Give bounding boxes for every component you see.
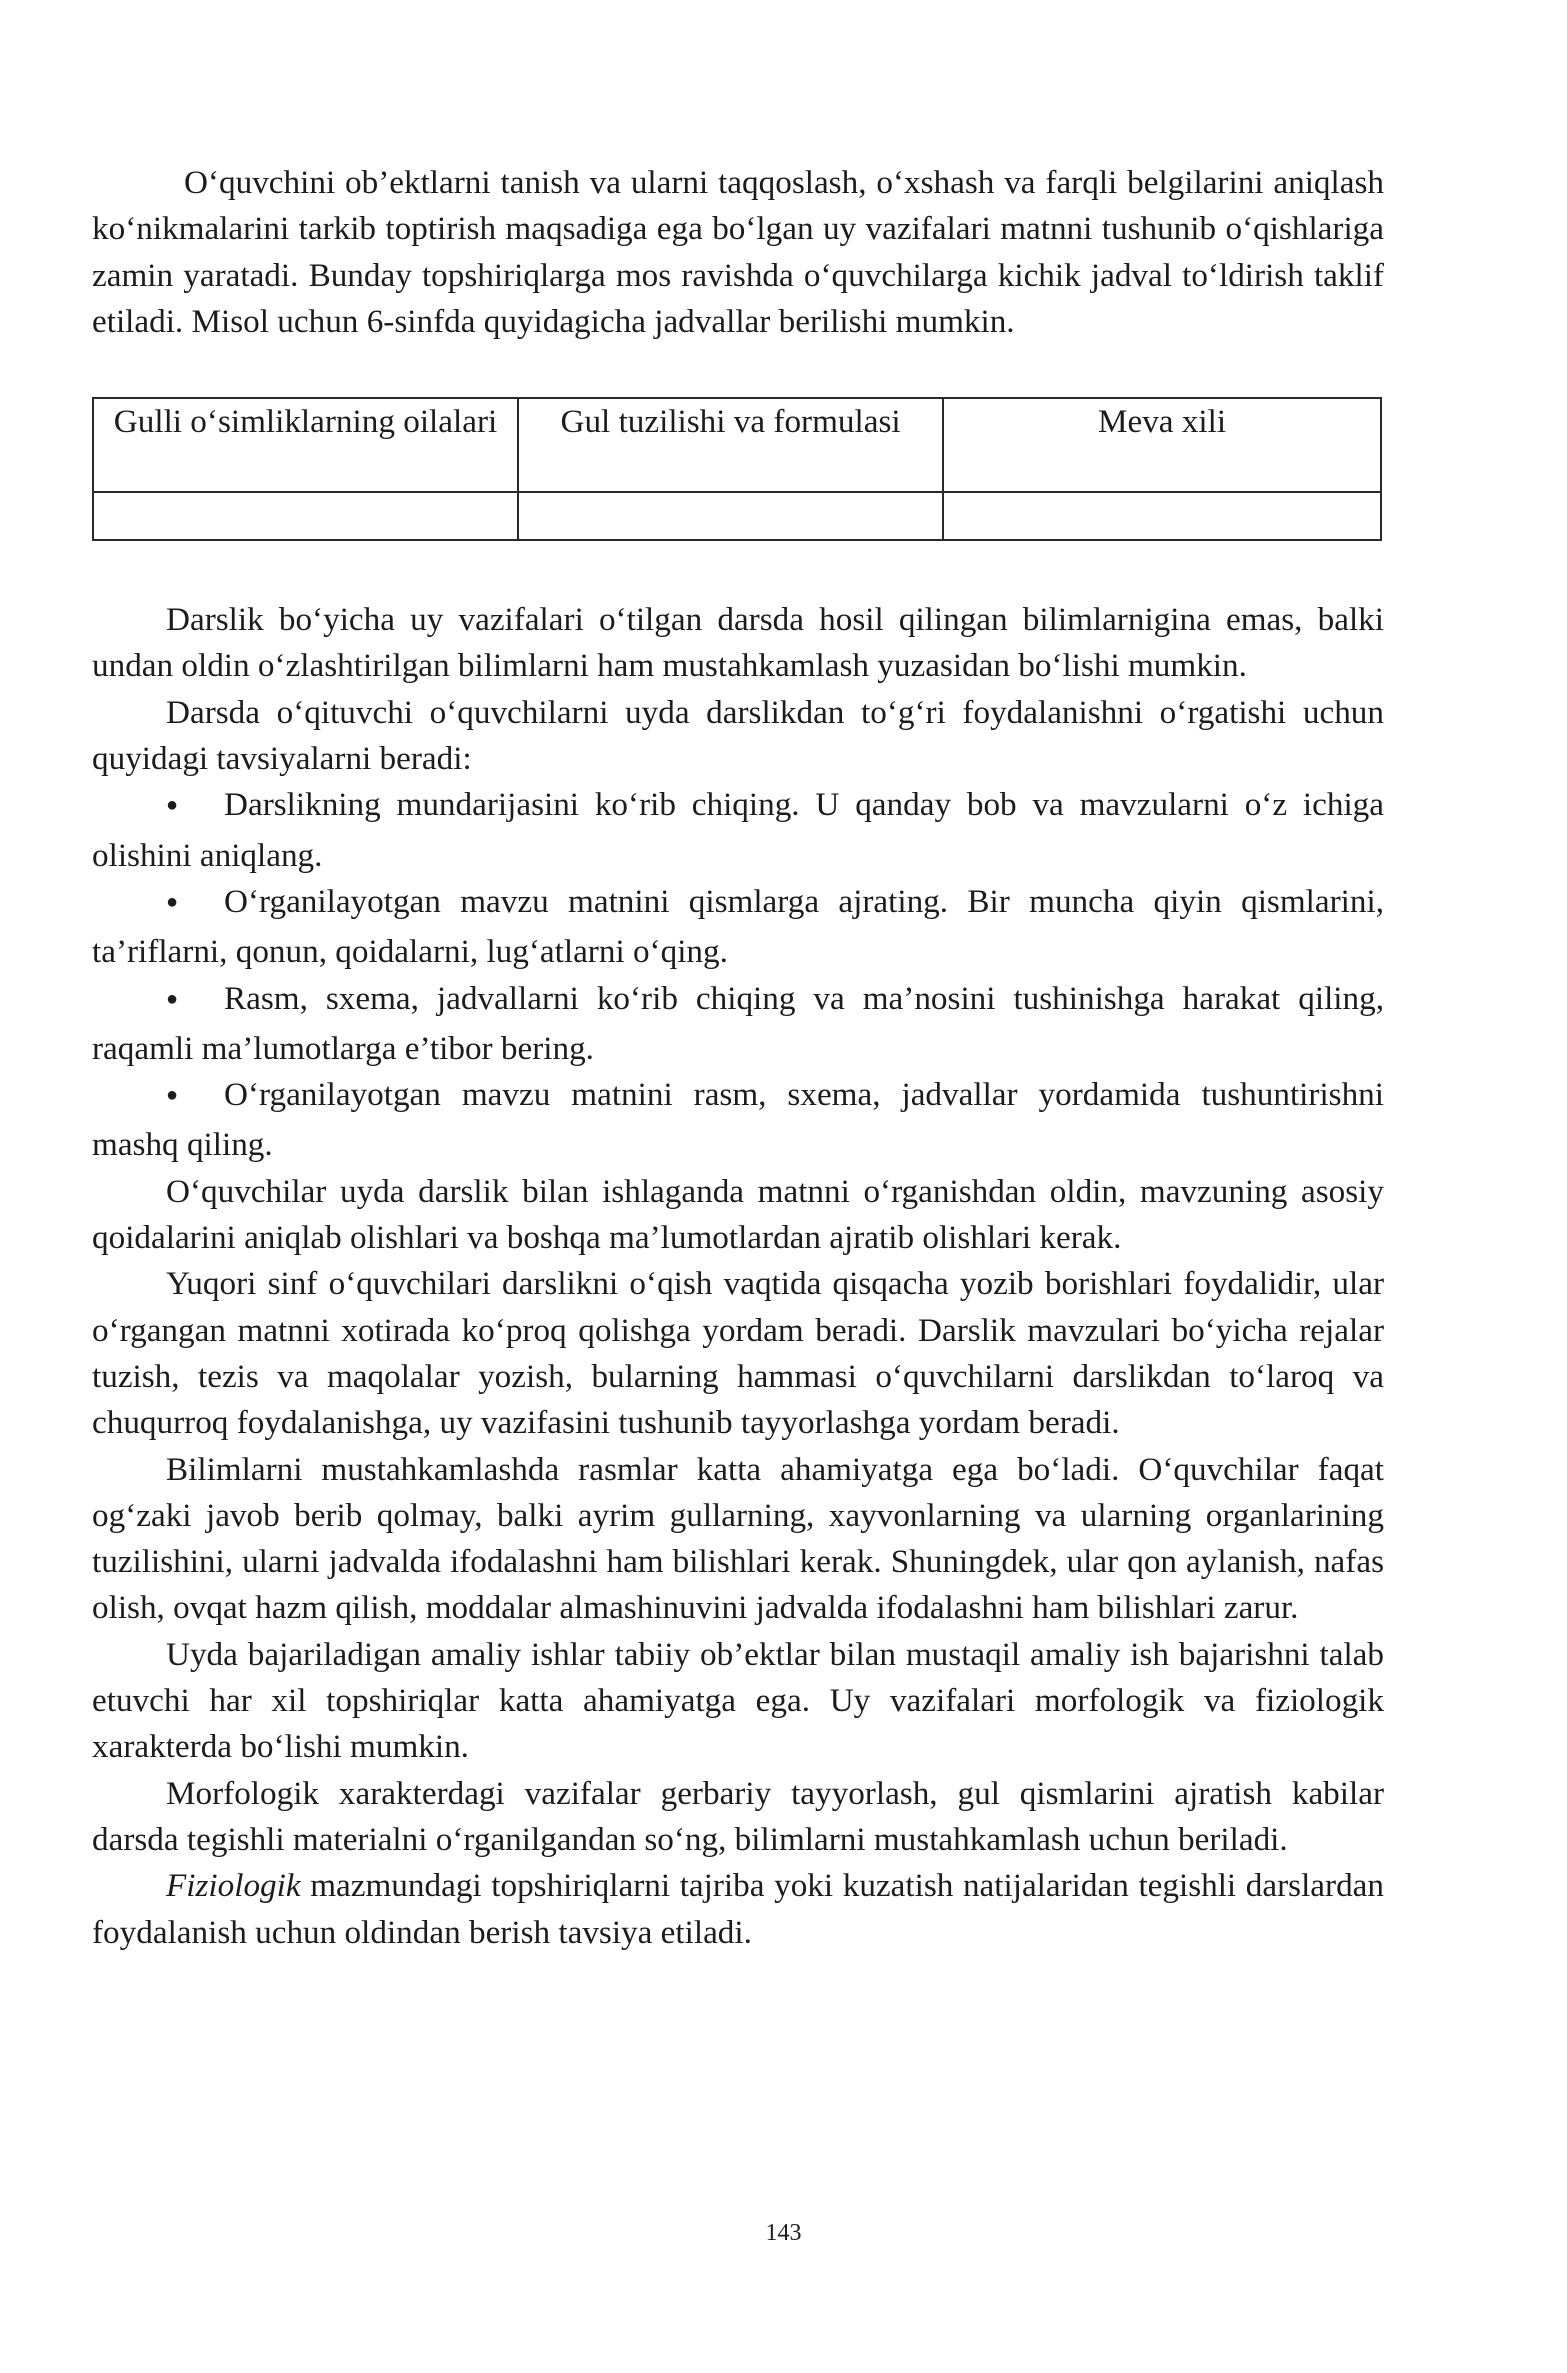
table-cell [943, 492, 1381, 540]
paragraph: Darslik bo‘yicha uy vazifalari o‘tilgan darsda hosil qilingan bilimlarnigina emas, balki undan oldin o‘zlashtirilgan bilimlarni ham mustahkamlash yuzasidan bo‘lishi mumkin. [92, 601, 1384, 685]
table-header-cell: Gulli o‘simliklarning oilalari [93, 398, 518, 492]
table-cell [518, 492, 943, 540]
bullet-text: Darslikning mundarijasini ko‘rib chiqing. U qanday bob va mavzularni o‘z ichiga olishini aniqlang. [92, 786, 1384, 874]
bullet-text: O‘rganilayotgan mavzu matnini qismlarga ajrating. Bir muncha qiyin qismlarini, ta’riflarni, qonun, qoidalarni, lug‘atlarni o‘qing. [92, 882, 1384, 971]
bullet-icon [166, 1072, 224, 1122]
paragraph: Yuqori sinf o‘quvchilari darslikni o‘qish vaqtida qisqacha yozib borishlari foydalidir, ular o‘rgangan matnni xotirada ko‘proq qolishga yordam beradi. Darslik mavzulari bo‘yicha rejalar tuzish, tezis va maqolalar yozish, bularning hammasi o‘quvchilarni darslikdan to‘laroq va chuqurroq foydalanishga, uy vazifasini tushunib tayyorlashga yordam beradi. [92, 1265, 1384, 1442]
bullet-icon [166, 879, 224, 929]
table-row [93, 492, 1381, 540]
paragraph: Morfologik xarakterdagi vazifalar gerbariy tayyorlash, gul qismlarini ajratish kabilar darsda tegishli materialni o‘rganilgandan so‘ng, bilimlarni mustahkamlash uchun beriladi. [92, 1774, 1384, 1858]
table-header-cell: Meva xili [943, 398, 1381, 492]
bullet-icon [166, 782, 224, 832]
bullet-text: O‘rganilayotgan mavzu matnini rasm, sxema, jadvallar yordamida tushuntirishni mashq qiling. [92, 1076, 1384, 1164]
last-paragraph [92, 1863, 1384, 1956]
table-header-cell: Gul tuzilishi va formulasi [518, 398, 943, 492]
bullet-icon [166, 976, 224, 1026]
bullet-item [92, 976, 1384, 1073]
paragraph: Bilimlarni mustahkamlashda rasmlar katta ahamiyatga ega bo‘ladi. O‘quvchilar faqat og‘zaki javob berib qolmay, balki ayrim gullarning, xayvonlarning va ularning organlarining tuzilishini, ularni jadvalda ifodalashni ham bilishlari kerak. Shuningdek, ular qon aylanish, nafas olish, ovqat hazm qilish, moddalar almashinuvini jadvalda ifodalashni ham bilishlari zarur. [92, 1450, 1384, 1627]
page-body [92, 160, 1384, 1956]
bullet-item [92, 782, 1384, 879]
bullet-text: Rasm, sxema, jadvallarni ko‘rib chiqing va ma’nosini tushinishga harakat qiling, raqamli ma’lumotlarga e’tibor bering. [92, 979, 1384, 1067]
paragraph: Uyda bajariladigan amaliy ishlar tabiiy ob’ektlar bilan mustaqil amaliy ish bajarishni talab etuvchi har xil topshiriqlar katta ahamiyatga ega. Uy vazifalari morfologik va fiziologik xarakterda bo‘lishi mumkin. [92, 1635, 1384, 1766]
italic-term: Fiziologik [166, 1867, 301, 1905]
paragraph: O‘quvchilar uyda darslik bilan ishlaganda matnni o‘rganishdan oldin, mavzuning asosiy qoidalarini aniqlab olishlari va boshqa ma’lumotlardan ajratib olishlari kerak. [92, 1172, 1384, 1257]
bullet-item [92, 879, 1384, 976]
paragraph: Darsda o‘qituvchi o‘quvchilarni uyda darslikdan to‘g‘ri foydalanishni o‘rgatishi uchun quyidagi tavsiyalarni beradi: [92, 693, 1384, 778]
example-table [92, 397, 1382, 541]
intro-paragraph: O‘quvchini ob’ektlarni tanish va ularni taqqoslash, o‘xshash va farqli belgilarini aniqlash ko‘nikmalarini tarkib toptirish maqsadiga ega bo‘lgan uy vazifalari matnni tushunib o‘qishlariga zamin yaratadi. Bunday topshiriqlarga mos ravishda o‘quvchilarga kichik jadval to‘ldirish taklif etiladi. Misol uchun 6-sinfda quyidagicha jadvallar berilishi mumkin. [92, 164, 1384, 340]
paragraph-rest: mazmundagi topshiriqlarni tajriba yoki kuzatish natijalaridan tegishli darslardan foydalanish uchun oldindan berish tavsiya etiladi. [92, 1867, 1384, 1951]
table-header-row [93, 398, 1381, 492]
bullet-item [92, 1072, 1384, 1169]
table-cell [93, 492, 518, 540]
page-number: 143 [765, 2220, 802, 2246]
